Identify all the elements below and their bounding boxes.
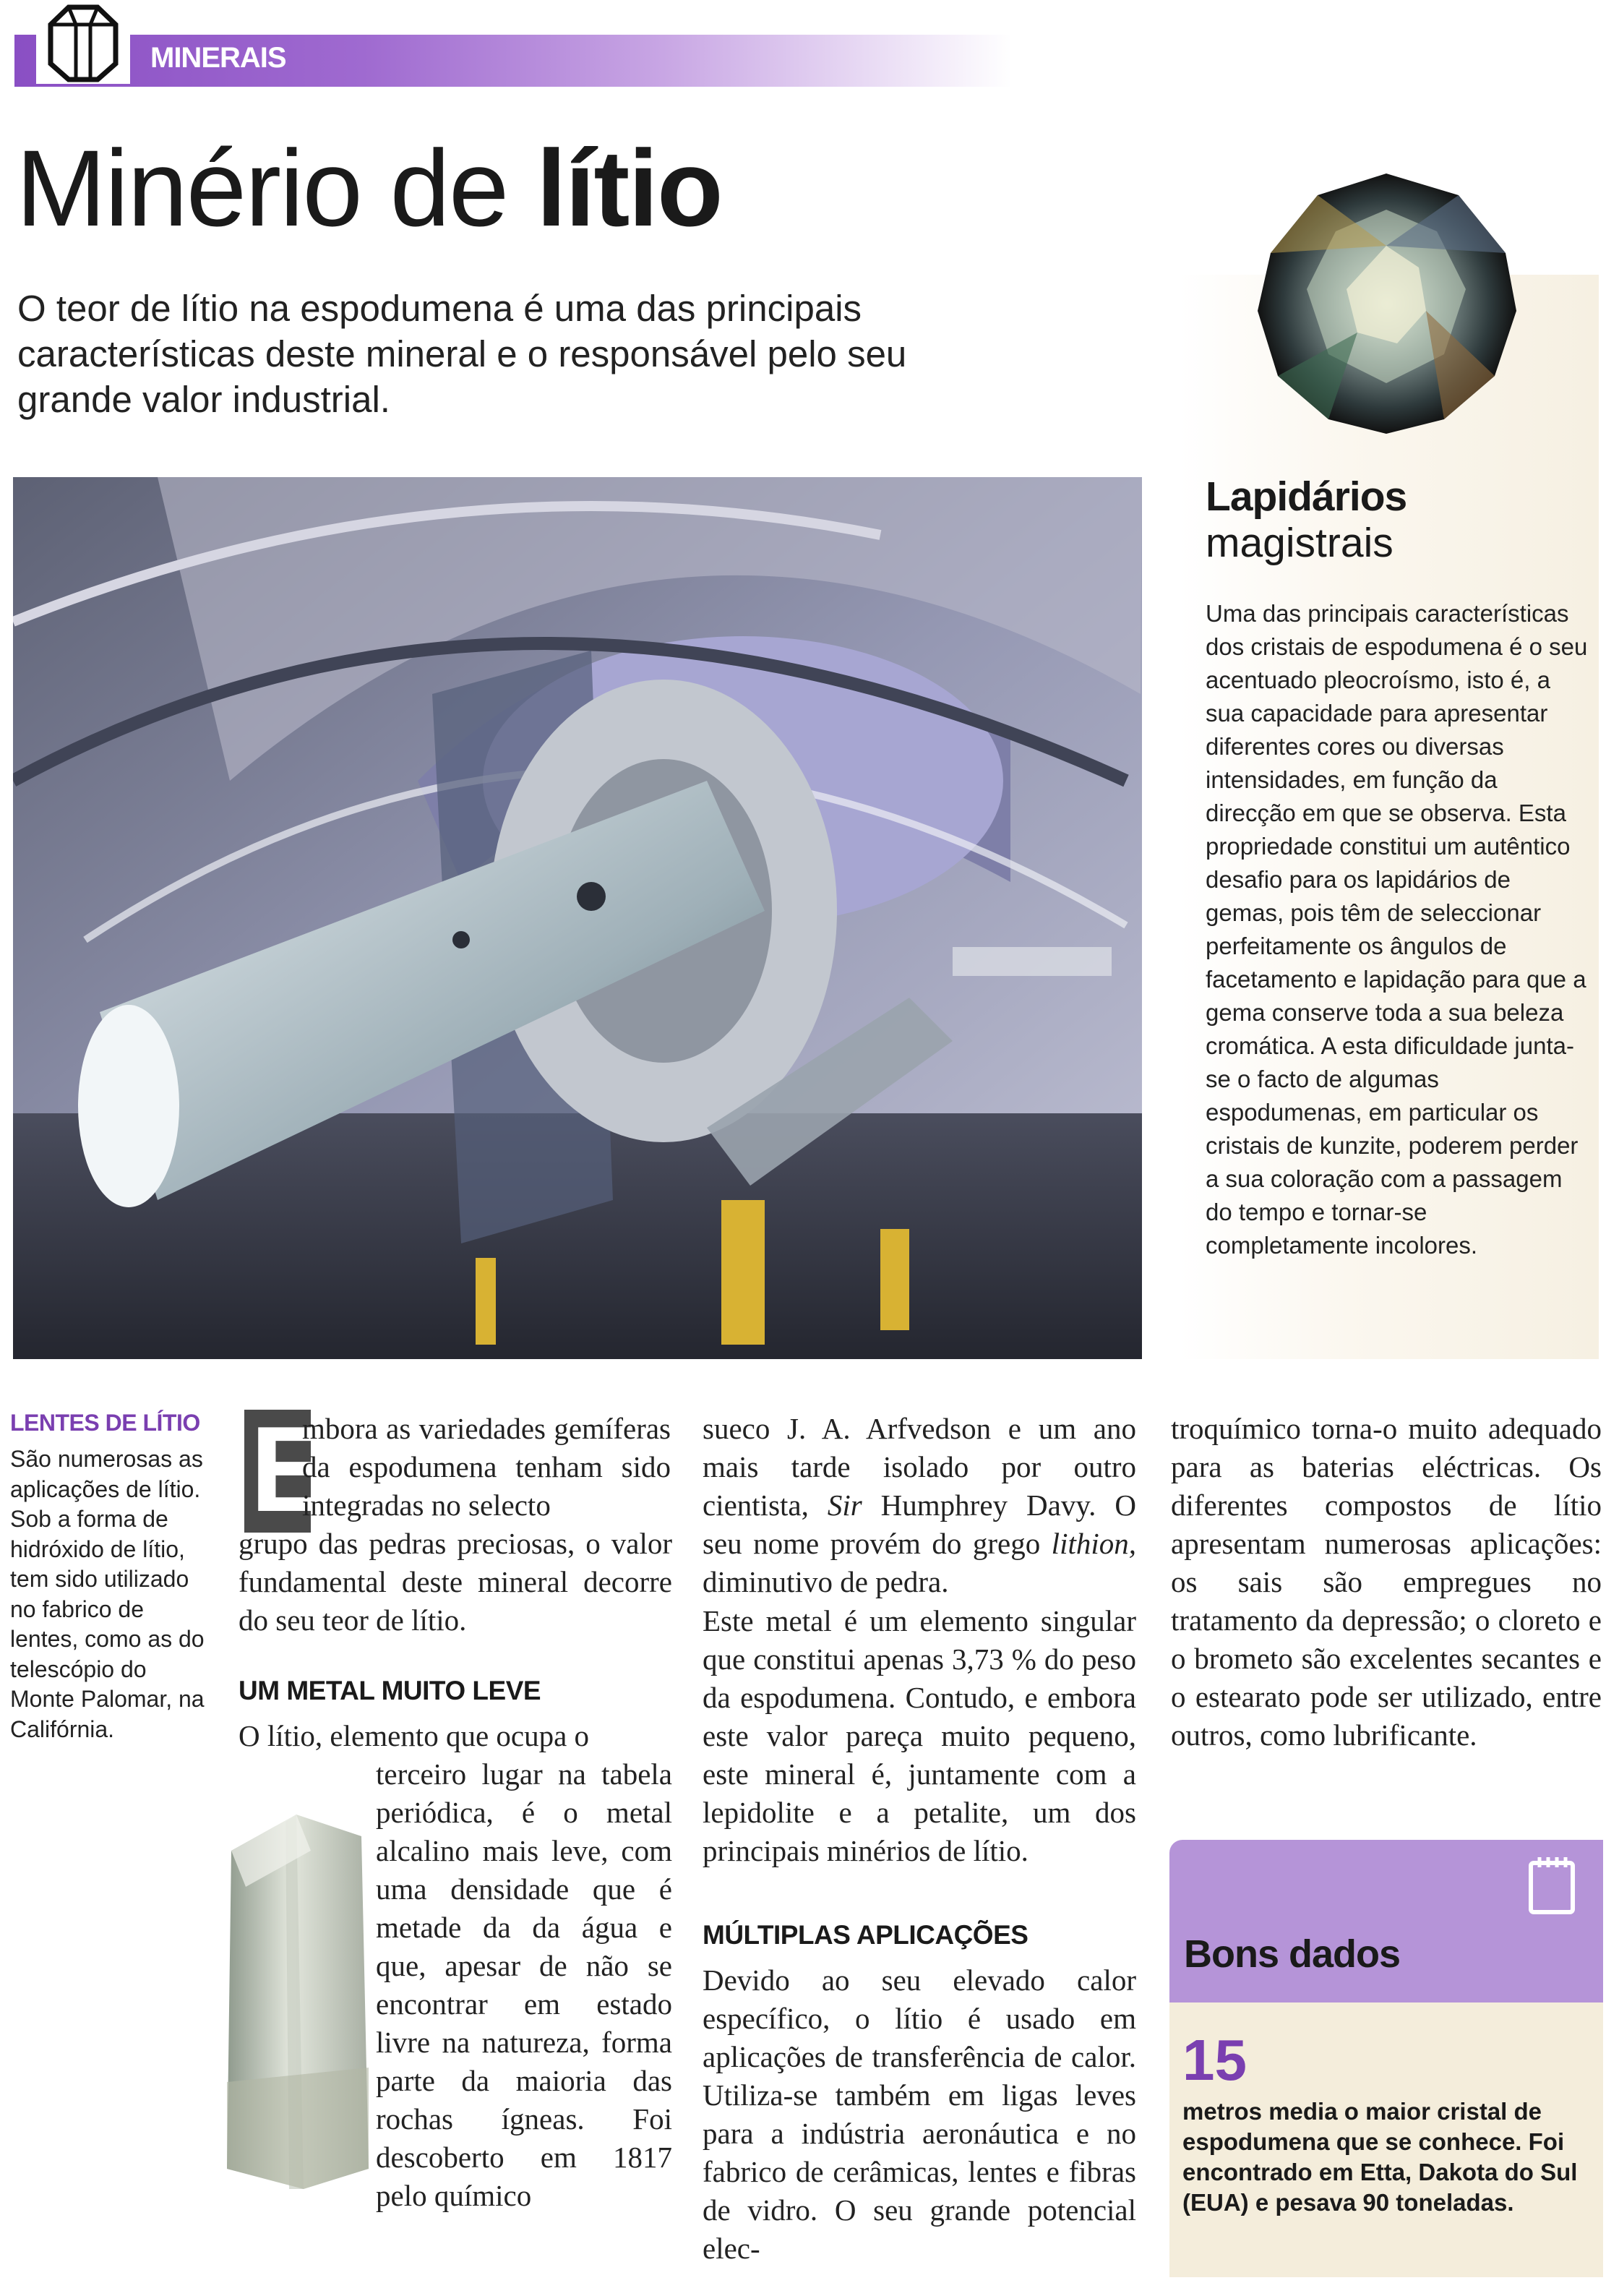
lithion-italic: lithion,	[1051, 1527, 1136, 1560]
section1-lead-line: O lítio, elemento que ocupa o	[239, 1719, 590, 1752]
facts-box-title: Bons dados	[1184, 1932, 1401, 1976]
notepad-icon	[1526, 1856, 1577, 1915]
sir-italic: Sir	[827, 1488, 862, 1522]
page-title: Minério de lítio	[16, 127, 722, 249]
telescope-photo	[13, 477, 1142, 1359]
sidebar-body: Uma das principais características dos cristais de espodumena é o seu acentuado pleocroísmo, isto é, a sua capacidade para apresentar diferentes cores ou diversas intensidades, em função da direcção em que se observa. Esta propriedade constitui um autêntico desafio para os lapidários de gemas, pois têm de seleccionar perfeitamente os ângulos de facetamento e lapidação para que a gema conserve toda a sua beleza cromática. A esta dificuldade junta-se o facto de algumas espodumenas, em particular os cristais de kunzite, poderem perder a sua coloração com a passagem do tempo e tornar-se completamente incolores.	[1206, 600, 1588, 1259]
sidebar-title-bold: Lapidários	[1206, 474, 1407, 520]
column3-paragraph: troquímico torna-o muito adequado para as baterias eléctricas. Os diferentes compostos de lítio apresentam numerosas aplicações: os sais são empregues no tratamento da depressão; o cloreto e o brometo são excelentes secantes e o estearato pode ser utilizado, entre outros, como lubrificante.	[1171, 1412, 1602, 1752]
section1-body: terceiro lugar na tabela periódica, é o metal alcalino mais leve, com uma densidade que é metade da da água e que, apesar de não se encontrar em estado livre na natureza, forma parte da maioria das rochas ígneas. Foi descoberto em 1817 pelo químico	[376, 1757, 672, 2212]
facts-box-text: metros media o maior cristal de espodumena que se conhece. Foi encontrado em Etta, Dakota do Sul (EUA) e pesava 90 toneladas.	[1182, 2098, 1578, 2216]
mineral-crystal-icon	[36, 3, 130, 84]
intro-paragraph-rest: grupo das pedras preciosas, o valor fundamental deste mineral decorre do seu teor de lítio.	[239, 1527, 672, 1637]
sidebar-title-regular: magistrais	[1206, 520, 1393, 566]
column2-paragraph2: Este metal é um elemento singular que constitui apenas 3,73 % do peso da espodumena. Contudo, e embora este valor pareça muito pequeno, este mineral é, juntamente com a lepidolite e a petalite, um dos principais minérios de lítio.	[703, 1604, 1136, 1867]
spodumene-crystal-image	[217, 1807, 376, 2190]
facts-box-number: 15	[1182, 2028, 1247, 2092]
caption-body: São numerosas as aplicações de lítio. Sob a forma de hidróxido de lítio, tem sido utilizado no fabrico de lentes, como as do telescópio do Monte Palomar, na Califórnia.	[10, 1446, 205, 1742]
section-heading-light-metal: UM METAL MUITO LEVE	[239, 1676, 541, 1705]
intro-paragraph-start: mbora as variedades gemíferas da espodumena tenham sido integradas no selecto	[302, 1412, 671, 1522]
section-heading-applications: MÚLTIPLAS APLICAÇÕES	[703, 1920, 1028, 1950]
caption-title: LENTES DE LÍTIO	[10, 1410, 200, 1436]
column2-paragraph1: sueco J. A. Arfvedson e um ano mais tarde isolado por outro cientista, Sir Humphrey Davy. O seu nome provém do grego lithion, diminutivo de pedra.	[703, 1412, 1136, 1598]
section2-body: Devido ao seu elevado calor específico, o lítio é usado em aplicações de transferência de calor. Utiliza-se também em ligas leves para a indústria aeronáutica e no fabrico de cerâmicas, lentes e fibras de vidro. O seu grande potencial elec-	[703, 1963, 1136, 2265]
subtitle: O teor de lítio na espodumena é uma das principais características deste mineral e o responsável pelo seu grande valor industrial.	[17, 288, 907, 420]
page-title-bold: lítio	[536, 127, 722, 249]
dropcap-letter: E	[250, 1401, 332, 1537]
section-label: MINERAIS	[150, 42, 286, 74]
faceted-gem-image	[1249, 166, 1524, 441]
sidebar-title	[1206, 474, 1407, 566]
